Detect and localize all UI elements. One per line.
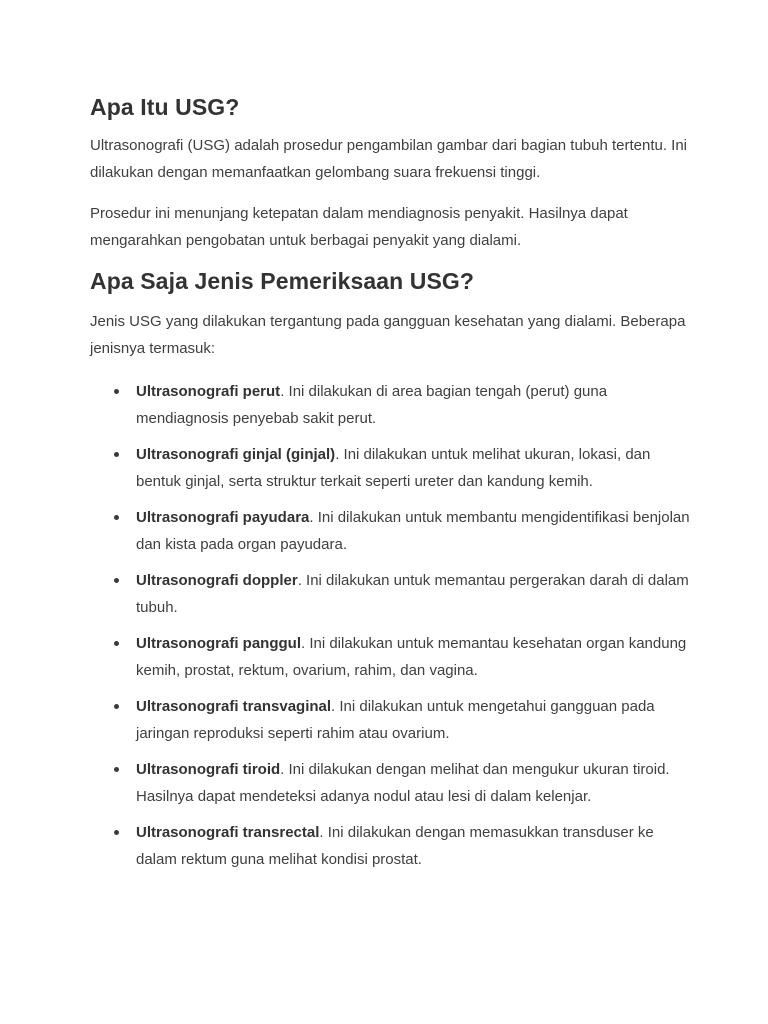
list-item — [90, 630, 690, 684]
list-item — [90, 756, 690, 810]
list-item-term: Ultrasonografi payudara — [136, 509, 310, 526]
list-item-description: . Ini dilakukan dengan melihat dan mengukur ukuran tiroid. Hasilnya dapat mendeteksi adanya nodul atau lesi di dalam kelenjar. — [136, 761, 670, 805]
list-item-term: Ultrasonografi panggul — [136, 635, 301, 652]
list-item — [90, 693, 690, 747]
bullet-icon — [114, 452, 119, 457]
list-item-term: Ultrasonografi perut — [136, 383, 281, 400]
section-heading-usg-types: Apa Saja Jenis Pemeriksaan USG? — [90, 268, 475, 294]
list-item — [90, 378, 690, 432]
usg-types-list — [90, 378, 690, 873]
bullet-icon — [114, 704, 119, 709]
list-item-description: . Ini dilakukan untuk mengetahui gangguan pada jaringan reproduksi seperti rahim atau ovarium. — [136, 698, 655, 742]
section-heading-what-is-usg: Apa Itu USG? — [90, 94, 240, 120]
bullet-icon — [114, 830, 119, 835]
list-item-term: Ultrasonografi doppler — [136, 572, 298, 589]
list-item-description: . Ini dilakukan untuk memantau pergerakan darah di dalam tubuh. — [136, 572, 689, 616]
bullet-icon — [114, 578, 119, 583]
list-item — [90, 819, 690, 873]
list-item-description: . Ini dilakukan dengan memasukkan transduser ke dalam rektum guna melihat kondisi prostat. — [136, 824, 654, 868]
paragraph-definition: Ultrasonografi (USG) adalah prosedur pengambilan gambar dari bagian tubuh tertentu. Ini dilakukan dengan memanfaatkan gelombang suara frekuensi tinggi. — [90, 137, 688, 181]
list-item — [90, 441, 690, 495]
bullet-icon — [114, 641, 119, 646]
bullet-icon — [114, 389, 119, 394]
paragraph-types-intro: Jenis USG yang dilakukan tergantung pada gangguan kesehatan yang dialami. Beberapa jenisnya termasuk: — [90, 313, 686, 357]
list-item-description: . Ini dilakukan untuk membantu mengidentifikasi benjolan dan kista pada organ payudara. — [136, 509, 690, 553]
bullet-icon — [114, 515, 119, 520]
list-item-term: Ultrasonografi ginjal (ginjal) — [136, 446, 336, 463]
paragraph-purpose: Prosedur ini menunjang ketepatan dalam mendiagnosis penyakit. Hasilnya dapat mengarahkan pengobatan untuk berbagai penyakit yang dialami. — [90, 205, 628, 249]
list-item-description: . Ini dilakukan di area bagian tengah (perut) guna mendiagnosis penyebab sakit perut. — [136, 383, 608, 427]
list-item — [90, 567, 690, 621]
list-item-term: Ultrasonografi tiroid — [136, 761, 281, 778]
list-item-description: . Ini dilakukan untuk memantau kesehatan organ kandung kemih, prostat, rektum, ovarium, rahim, dan vagina. — [136, 635, 687, 679]
bullet-icon — [114, 767, 119, 772]
list-item — [90, 504, 690, 558]
list-item-term: Ultrasonografi transrectal — [136, 824, 320, 841]
list-item-description: . Ini dilakukan untuk melihat ukuran, lokasi, dan bentuk ginjal, serta struktur terkait seperti ureter dan kandung kemih. — [136, 446, 651, 490]
list-item-term: Ultrasonografi transvaginal — [136, 698, 332, 715]
